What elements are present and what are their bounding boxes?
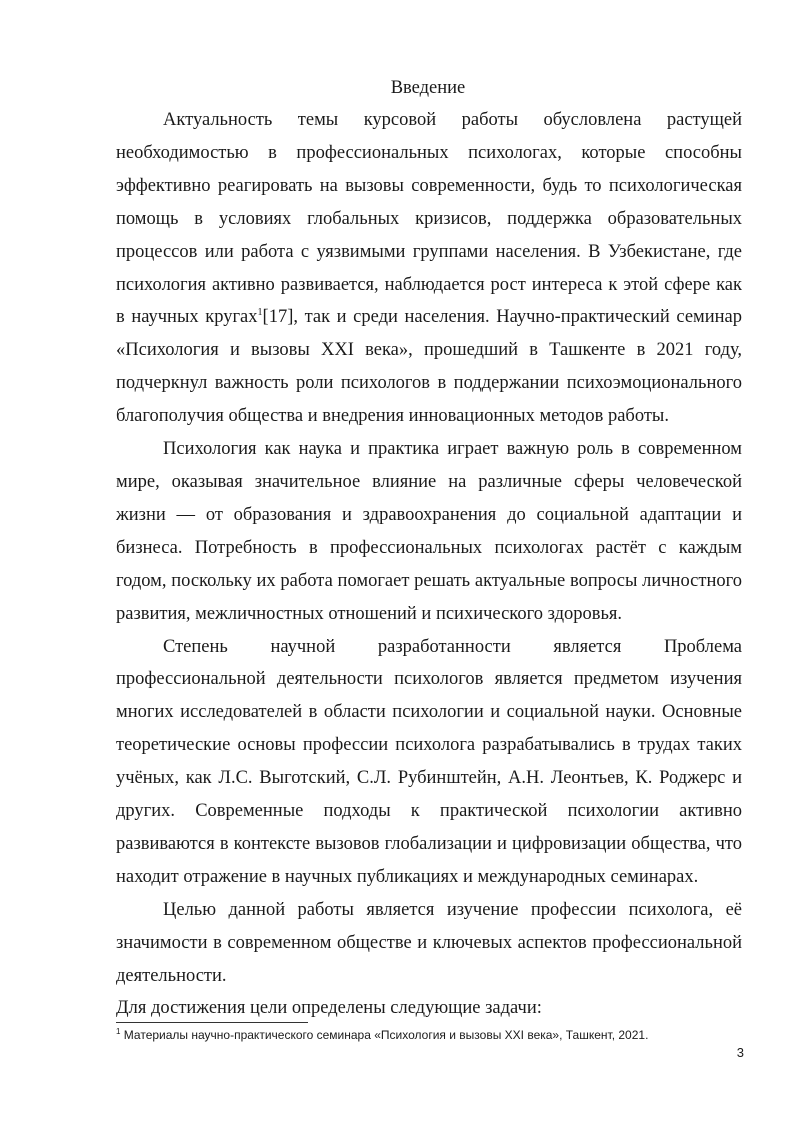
footnote-reference[interactable]: 1 bbox=[257, 307, 263, 319]
footnote-number: 1 bbox=[116, 1027, 121, 1036]
paragraph-psychology-role: Психология как наука и практика играет важную роль в современном мире, оказывая значительное влияние на различные сферы человеческой жизни — от образования и здравоохранения до социальной адаптации и бизнеса. Потребность в профессиональных психологах растёт с каждым годом, поскольку их работа помогает решать актуальные вопросы личностного развития, межличностных отношений и психического здоровья. bbox=[116, 439, 742, 624]
paragraph-research-degree: Степень научной разработанности является Проблема профессиональной деятельности психологов является предметом изучения многих исследователей в области психологии и социальной науки. Основные теоретические основы профессии психолога разрабатывались в трудах таких учёных, как Л.С. Выготский, С.Л. Рубинштейн, А.Н. Леонтьев, К. Роджерс и других. Современные подходы к практической психологии активно развиваются в контексте вызовов глобализации и цифровизации общества, что находит отражение в научных публикациях и международных семинарах. bbox=[116, 636, 742, 887]
paragraph-relevance bbox=[116, 104, 742, 433]
section-heading: Введение bbox=[390, 78, 466, 98]
footnote bbox=[116, 1027, 756, 1043]
paragraph-relevance-text: Актуальность темы курсовой работы обусловлена растущей необходимостью в профессиональных психологах, которые способны эффективно реагировать на вызовы современности, будь то психологическая помощь в условиях глобальных кризисов, поддержка образовательных процессов или работа с уязвимыми группами населения. В Узбекистане, где психология активно развивается, наблюдается рост интереса к этой сфере как в научных кругах bbox=[116, 110, 742, 328]
paragraph-goal: Целью данной работы является изучение профессии психолога, её значимости в современном обществе и ключевых аспектов профессиональной деятельности. bbox=[116, 899, 742, 986]
page-number: 3 bbox=[736, 1045, 744, 1060]
footnote-separator bbox=[116, 1022, 308, 1023]
tasks-intro: Для достижения цели определены следующие задачи: bbox=[116, 998, 542, 1019]
footnote-text: Материалы научно-практического семинара «Психология и вызовы XXI века», Ташкент, 2021. bbox=[120, 1028, 649, 1042]
paragraph-relevance-text-continued: [17], так и среди населения. Научно-практический семинар «Психология и вызовы XXI века», прошедший в Ташкенте в 2021 году, подчеркнул важность роли психологов в поддержании психоэмоционального благополучия общества и внедрения инновационных методов работы. bbox=[116, 307, 742, 427]
body-text bbox=[116, 104, 742, 1025]
